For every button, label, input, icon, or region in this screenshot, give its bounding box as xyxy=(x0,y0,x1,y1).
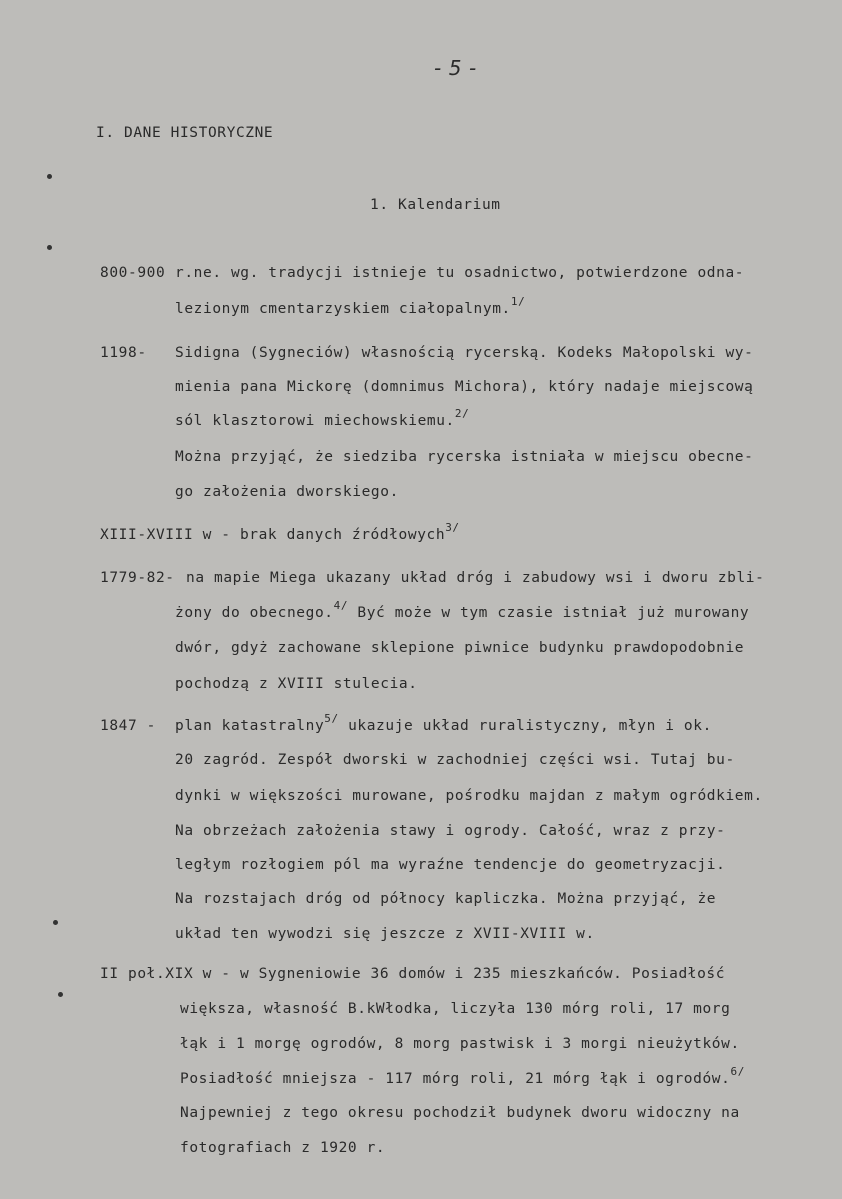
footnote-ref: 4/ xyxy=(333,599,349,612)
entry-line: sól klasztorowi miechowskiemu.$^{2/}$ xyxy=(175,407,470,429)
entry-line: ległym rozłogiem pól ma wyraźne tendencje do geometryzacji. xyxy=(175,857,726,873)
entry-line: większa, własność B.kWłodka, liczyła 130 mórg roli, 17 morg xyxy=(180,1001,731,1017)
margin-mark xyxy=(53,920,58,925)
entry-date: 1779-82- xyxy=(100,570,175,586)
entry-line: fotografiach z 1920 r. xyxy=(180,1140,386,1156)
entry-line: dwór, gdyż zachowane sklepione piwnice budynku prawdopodobnie xyxy=(175,640,745,656)
footnote-ref: 6/ xyxy=(730,1065,745,1078)
footnote-ref: 5/ xyxy=(324,712,339,725)
footnote-ref: 3/ xyxy=(445,521,460,534)
footnote-ref: 1/ xyxy=(510,295,526,308)
entry-line: 20 zagród. Zespół dworski w zachodniej części wsi. Tutaj bu- xyxy=(175,752,735,768)
margin-mark xyxy=(47,245,52,250)
footnote-ref: 2/ xyxy=(454,407,470,420)
entry-line: układ ten wywodzi się jeszcze z XVII-XVIII w. xyxy=(175,926,595,942)
entry-date: 1847 - xyxy=(100,718,156,734)
section-heading: I. DANE HISTORYCZNE xyxy=(96,125,274,141)
entry-date: 1198- xyxy=(100,345,147,361)
margin-mark xyxy=(47,174,52,179)
entry-line: Posiadłość mniejsza - 117 mórg roli, 21 mórg łąk i ogrodów.$^{6/}$ xyxy=(180,1065,745,1087)
subsection-heading: 1. Kalendarium xyxy=(370,197,501,213)
entry-line: lezionym cmentarzyskiem ciałopalnym.$^{1/}$ xyxy=(175,295,526,317)
entry-line: pochodzą z XVIII stulecia. xyxy=(175,676,418,692)
entry-line: Najpewniej z tego okresu pochodził budynek dworu widoczny na xyxy=(180,1105,740,1121)
entry-line: łąk i 1 morgę ogrodów, 8 morg pastwisk i 3 morgi nieużytków. xyxy=(180,1036,740,1052)
page-number: - 5 - xyxy=(434,56,477,80)
entry-line: dynki w większości murowane, pośrodku majdan z małym ogródkiem. xyxy=(175,788,763,804)
entry-line: go założenia dworskiego. xyxy=(175,484,399,500)
entry-line: mienia pana Mickorę (domnimus Michora), który nadaje miejscową xyxy=(175,379,754,395)
entry-line: na mapie Miega ukazany układ dróg i zabudowy wsi i dworu zbli- xyxy=(186,570,765,586)
entry-line: Sidigna (Sygneciów) własnością rycerską. Kodeks Małopolski wy- xyxy=(175,345,754,361)
entry-line: XIII-XVIII w - brak danych źródłowych$^{3/}$ xyxy=(100,521,460,543)
entry-line: II poł.XIX w - w Sygneniowie 36 domów i 235 mieszkańców. Posiadłość xyxy=(100,966,726,982)
margin-mark xyxy=(58,992,63,997)
entry-line: plan katastralny$^{5/}$ ukazuje układ ruralistyczny, młyn i ok. xyxy=(175,712,712,734)
entry-line: Można przyjąć, że siedziba rycerska istniała w miejscu obecne- xyxy=(175,449,754,465)
entry-line: r.ne. wg. tradycji istnieje tu osadnictwo, potwierdzone odna- xyxy=(175,265,745,281)
entry-line: żony do obecnego.$^{4/}$ Być może w tym czasie istniał już murowany xyxy=(175,599,750,621)
entry-date: 800-900 xyxy=(100,265,166,281)
entry-line: Na obrzeżach założenia stawy i ogrody. Całość, wraz z przy- xyxy=(175,823,726,839)
entry-line: Na rozstajach dróg od północy kapliczka. Można przyjąć, że xyxy=(175,891,717,907)
